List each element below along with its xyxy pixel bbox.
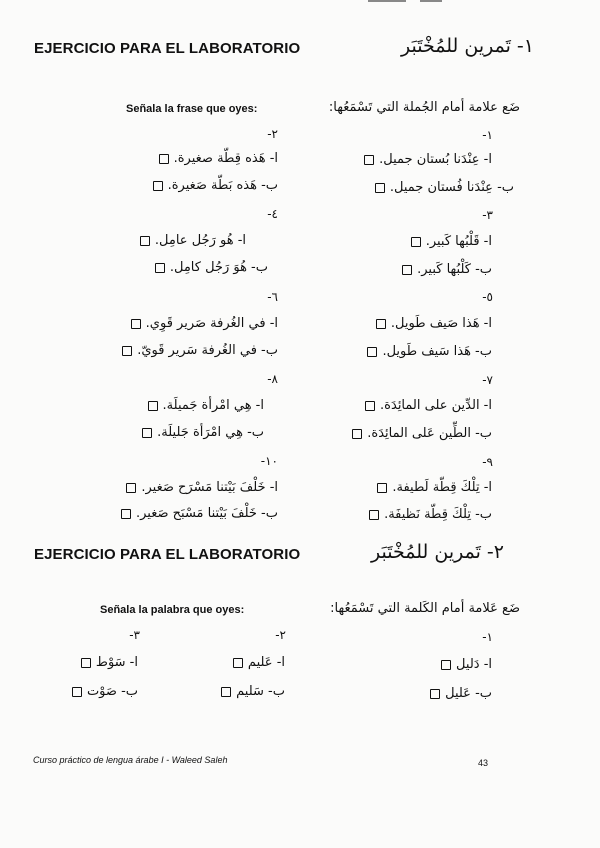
option-row [365,398,492,413]
section1-instruction-es: Señala la frase que oyes: [126,103,258,115]
checkbox[interactable] [159,154,169,164]
checkbox[interactable] [369,510,379,520]
option-row [411,234,492,249]
checkbox[interactable] [364,155,374,165]
option-row [233,655,285,670]
checkbox[interactable] [122,346,132,356]
option-text: ا- عَليم [247,655,285,670]
option-text: ا- قَلْبُها كَبير. [425,234,492,249]
checkbox[interactable] [142,428,152,438]
option-text: ا- هِي امْرأة جَميلَة. [162,398,264,413]
option-text: ب- سَليم [236,684,285,699]
option-row [155,260,268,275]
checkbox[interactable] [402,265,412,275]
checkbox[interactable] [155,263,165,273]
option-text: ب- هَذا سَيف طَويل. [382,344,492,359]
checkbox[interactable] [148,401,158,411]
item-number: ٣- [129,628,140,642]
option-row [221,684,285,699]
item-number: ٥- [482,290,493,304]
option-row [72,684,138,699]
option-text: ا- هَذا صَيف طَويل. [390,316,492,331]
option-text: ا- تِلْكَ قِطّة لَطيفة. [392,480,492,495]
checkbox[interactable] [376,319,386,329]
section1-instruction-ar: ضَع علامة أمام الجُملة التي تَسْمَعُها: [328,100,520,115]
option-row [142,425,264,440]
option-row [430,686,492,701]
option-row [375,180,514,195]
section2-title-es: EJERCICIO PARA EL LABORATORIO [34,546,301,563]
option-text: ب- هَذه بَطّة صَغيرة. [167,178,278,193]
item-number: ٤- [267,207,278,221]
option-text: ا- دَليل [456,657,492,672]
item-number: ١- [482,630,493,644]
option-row [402,262,492,277]
item-number: ٦- [267,290,278,304]
option-row [81,655,138,670]
option-row [364,152,492,167]
section1-title-ar: ١- تَمرين للمُخْتَبَر [401,35,534,57]
option-text: ا- هُو رَجُل عامِل. [154,233,246,248]
checkbox[interactable] [221,687,231,697]
option-text: ب- خَلْفَ بَيْتنا مَسْبَح صَغير. [135,506,278,521]
option-row [122,343,278,358]
item-number: ٧- [482,373,493,387]
checkbox[interactable] [153,181,163,191]
option-row [376,316,492,331]
checkbox[interactable] [72,687,82,697]
checkbox[interactable] [81,658,91,668]
option-row [159,151,278,166]
option-text: ب- عِنْدَنا فُستان جميل. [389,180,514,195]
item-number: ٢- [267,127,278,141]
item-number: ٩- [482,455,493,469]
item-number: ١٠- [260,454,278,468]
checkbox[interactable] [131,319,141,329]
option-text: ب- عَليل [445,686,492,701]
option-text: ا- عِنْدَنا بُستان جميل. [379,152,492,167]
section1-title-es: EJERCICIO PARA EL LABORATORIO [34,40,301,57]
option-row [153,178,278,193]
option-row [126,480,278,495]
page-number: 43 [478,758,489,768]
option-row [369,507,492,522]
checkbox[interactable] [375,183,385,193]
option-row [352,426,492,441]
footer-book-title: Curso práctico de lengua árabe I - Waleed Saleh [33,755,228,765]
option-row [377,480,492,495]
section2-instruction-es: Señala la palabra que oyes: [100,604,245,616]
option-row [367,344,492,359]
option-text: ا- في الغُرفة صَرير قَوِي. [145,316,278,331]
option-text: ا- هَذه قِطّة صغيرة. [173,151,278,166]
option-row [441,657,492,672]
checkbox[interactable] [352,429,362,439]
item-number: ٣- [482,208,493,222]
option-text: ب- الطِّين عَلى المائِدَة. [367,426,492,441]
checkbox[interactable] [367,347,377,357]
item-number: ١- [482,128,493,142]
section2-instruction-ar: ضَع عَلامة أمام الكَلمة التي تَسْمَعُها: [330,601,520,616]
checkbox[interactable] [411,237,421,247]
item-number: ٢- [275,628,286,642]
section2-title-ar: ٢- تَمرين للمُخْتَبَر [371,541,504,563]
option-text: ب- كَلْبُها كَبير. [417,262,492,277]
option-row [148,398,264,413]
checkbox[interactable] [377,483,387,493]
option-text: ب- تِلْكَ قِطّة نَظيفَة. [384,507,492,522]
option-text: ب- صَوْت [86,684,138,699]
checkbox[interactable] [441,660,451,670]
item-number: ٨- [267,372,278,386]
option-row [140,233,246,248]
checkbox[interactable] [140,236,150,246]
option-text: ب- في الغُرفة سَرير قَويّ. [137,343,278,358]
checkbox[interactable] [430,689,440,699]
option-text: ا- الدِّين على المائِدَة. [380,398,492,413]
option-text: ا- خَلْفَ بَيْتنا مَسْرَح صَغير. [141,480,278,495]
checkbox[interactable] [121,509,131,519]
option-text: ب- هِي امْرَأة جَليلَة. [157,425,264,440]
option-text: ب- هُوَ رَجُل كامِل. [169,260,268,275]
checkbox[interactable] [233,658,243,668]
checkbox[interactable] [126,483,136,493]
checkbox[interactable] [365,401,375,411]
option-text: ا- سَوْط [95,655,138,670]
option-row [121,506,278,521]
option-row [131,316,278,331]
